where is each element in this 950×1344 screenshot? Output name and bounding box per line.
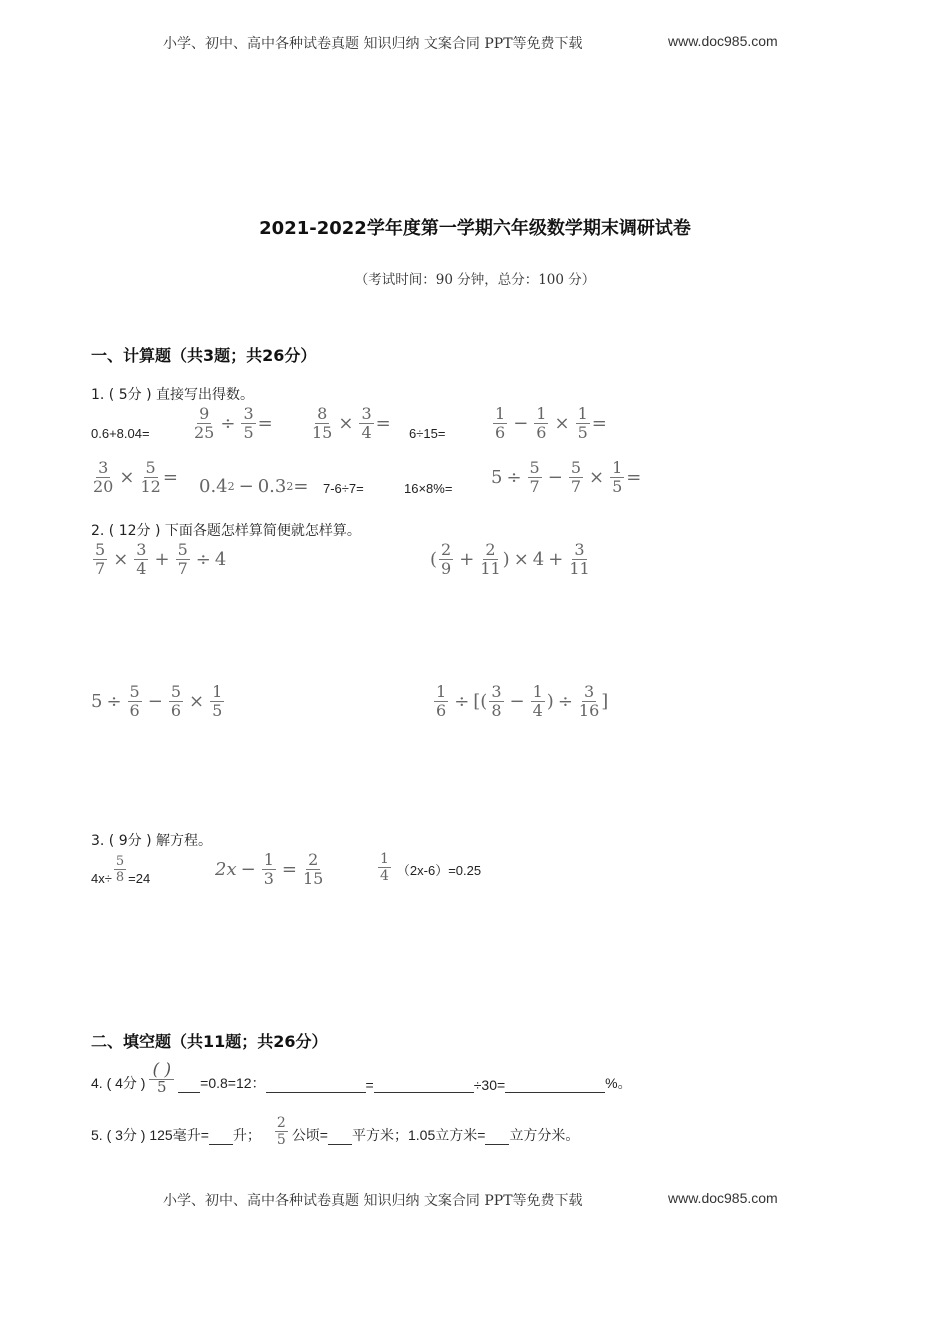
page-header-url[interactable]: www.doc985.com — [668, 33, 778, 49]
q4-blank-2[interactable] — [266, 1078, 366, 1093]
q1-expr-3: $\frac{8}{15}$ × $\frac{3}{4}$ = — [312, 404, 391, 442]
q1-expr-2: $\frac{9}{25}$ ÷ $\frac{3}{5}$ = — [194, 404, 273, 442]
q3-expr-2: 2x − $\frac{1}{3}$ = $\frac{2}{15}$ — [215, 850, 324, 888]
q1-expr-9: 16×8%= — [404, 481, 453, 496]
page-footer-text: 小学、初中、高中各种试卷真题 知识归纳 文案合同 PPT等免费下载 — [163, 1193, 583, 1209]
q3-expr-1: 4x÷ $\frac{5}{8}$ =24 — [91, 854, 151, 886]
q1-expr-1: 0.6+8.04= — [91, 426, 150, 441]
q1-expr-10: 5 ÷ $\frac{5}{7}$ − $\frac{5}{7}$ × $\frac{1}{5}$ = — [491, 458, 642, 496]
q3-expr-3: $\frac{1}{4}$ （2x-6）=0.25 — [380, 851, 482, 884]
question-5: 5. ( 3分 ) 125毫升= 升； $\frac{2}{5}$ 公顷= 平方米；1.05立方米= 立方分米。 — [91, 1115, 580, 1148]
question-4: 4. ( 4分 ) $\frac{( )}{5}$ =0.8=12： = ÷30= %。 — [91, 1060, 632, 1096]
q2-expr-2: ( $\frac{2}{9}$ + $\frac{2}{11}$ ) × 4 + $\frac{3}{11}$ — [430, 540, 590, 578]
exam-subtitle: （考试时间：90 分钟，总分：100 分） — [354, 272, 596, 288]
q5-blank-3[interactable] — [485, 1130, 509, 1145]
q1-expr-6: $\frac{3}{20}$ × $\frac{5}{12}$ = — [93, 458, 178, 496]
question-2-label: 2. ( 12分 ) 下面各题怎样算简便就怎样算。 — [91, 523, 361, 539]
q4-blank-3[interactable] — [374, 1078, 474, 1093]
q2-expr-1: $\frac{5}{7}$ × $\frac{3}{4}$ + $\frac{5}{7}$ ÷ 4 — [95, 540, 227, 578]
page-footer-url[interactable]: www.doc985.com — [668, 1190, 778, 1206]
q4-blank-1[interactable] — [178, 1078, 200, 1093]
q4-blank-4[interactable] — [505, 1078, 605, 1093]
section-2-heading: 二、填空题（共11题；共26分） — [91, 1032, 328, 1051]
section-1-heading: 一、计算题（共3题；共26分） — [91, 346, 317, 365]
q1-expr-7: 0.4 2 − 0.3 2 = — [199, 476, 309, 497]
q1-expr-8: 7-6÷7= — [323, 481, 364, 496]
q1-expr-5: $\frac{1}{6}$ − $\frac{1}{6}$ × $\frac{1}{5}$ = — [495, 404, 607, 442]
q2-expr-4: $\frac{1}{6}$ ÷ [( $\frac{3}{8}$ − $\frac{1}{4}$ ) ÷ $\frac{3}{16}$ ] — [436, 682, 609, 720]
q2-expr-3: 5 ÷ $\frac{5}{6}$ − $\frac{5}{6}$ × $\frac{1}{5}$ — [91, 682, 223, 720]
question-3-label: 3. ( 9分 ) 解方程。 — [91, 833, 212, 849]
question-1-label: 1. ( 5分 ) 直接写出得数。 — [91, 387, 254, 403]
q5-blank-2[interactable] — [328, 1130, 352, 1145]
exam-title: 2021-2022学年度第一学期六年级数学期末调研试卷 — [259, 218, 691, 239]
page-header-text: 小学、初中、高中各种试卷真题 知识归纳 文案合同 PPT等免费下载 — [163, 36, 583, 52]
q1-expr-4: 6÷15= — [409, 426, 446, 441]
q5-blank-1[interactable] — [209, 1130, 233, 1145]
